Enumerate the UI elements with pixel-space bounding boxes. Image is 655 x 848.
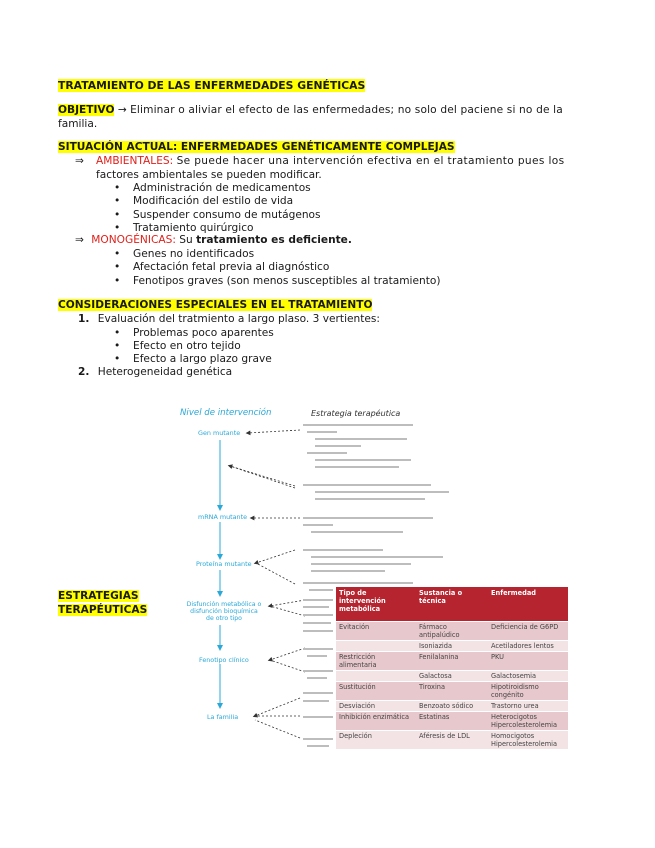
ambientales-text: Se puede hacer una intervención efectiva en el tratamiento pues los: [176, 155, 565, 167]
level-mrna-mutante: mRNA mutante: [198, 513, 248, 521]
monogenicas-block: [75, 234, 352, 246]
table-row: Isoniazida Acetiladores lentos: [336, 641, 568, 652]
list-item: • Modificación del estilo de vida: [114, 195, 294, 208]
monogenicas-label: MONOGÉNICAS:: [91, 234, 176, 246]
objetivo-text-line2: familia.: [58, 118, 98, 130]
table-row: Restricción alimentaria Fenilalanina PKU: [336, 652, 568, 671]
table-row: Depleción Aféresis de LDL Homocigotos Hipercolesterolemia: [336, 731, 568, 750]
consideraciones-item-1: 1. Evaluación del tratmiento a largo plaso. 3 vertientes:: [78, 313, 381, 325]
list-item: • Suspender consumo de mutágenos: [114, 208, 321, 221]
list-item: • Fenotipos graves (son menos susceptibles al tratamiento): [114, 274, 441, 287]
metabolic-intervention-table: [336, 587, 568, 749]
double-arrow-icon: ⇒: [75, 155, 84, 167]
table-header: Tipo de intervención metabólica: [336, 587, 416, 622]
ambientales-label: AMBIENTALES:: [96, 155, 174, 167]
objetivo-text: Eliminar o aliviar el efecto de las enfermedades; no solo del paciene si no de la: [130, 104, 563, 116]
ambientales-list: [114, 182, 321, 236]
table-row: Desviación Benzoato sódico Trastorno urea: [336, 701, 568, 712]
list-item: • Problemas poco aparentes: [114, 327, 274, 339]
consideraciones-sublist: [114, 327, 274, 367]
list-item: • Administración de medicamentos: [114, 182, 311, 194]
objetivo-section: [58, 103, 598, 131]
table-header: Enfermedad: [488, 587, 568, 622]
list-item: • Afectación fetal previa al diagnóstico: [114, 261, 330, 274]
monogenicas-su: Su: [179, 234, 193, 246]
objetivo-label: OBJETIVO: [58, 104, 115, 116]
list-item: • Efecto en otro tejido: [114, 340, 241, 353]
level-disfuncion-metabolica: Disfunción metabólica o disfunción bioquímica de otro tipo: [186, 601, 262, 622]
situacion-heading: SITUACIÓN ACTUAL: ENFERMEDADES GENÉTICAMENTE COMPLEJAS: [58, 141, 455, 153]
table-row: Galactosa Galactosemia: [336, 671, 568, 682]
ambientales-block: [75, 155, 598, 182]
table-row: Sustitución Tiroxina Hipotiroidismo congénito: [336, 682, 568, 701]
list-item: • Genes no identificados: [114, 248, 255, 260]
arrow-icon: →: [117, 104, 127, 116]
table-header: Sustancia o técnica: [416, 587, 488, 622]
consideraciones-item-2: 2. Heterogeneidad genética: [78, 366, 233, 378]
diagram-col-right-title: Estrategia terapéutica: [311, 409, 401, 418]
monogenicas-list: [114, 248, 441, 288]
monogenicas-bold: tratamiento es deficiente.: [196, 234, 352, 246]
consideraciones-heading: CONSIDERACIONES ESPECIALES EN EL TRATAMIENTO: [58, 299, 373, 311]
list-item: • Tratamiento quirúrgico: [114, 222, 254, 235]
estrategias-label: ESTRATEGIAS TERAPÉUTICAS: [58, 590, 148, 616]
level-fenotipo-clinico: Fenotipo clínico: [199, 656, 249, 664]
ambientales-text-line2: factores ambientales se pueden modificar.: [96, 168, 322, 181]
level-la-familia: La familia: [207, 713, 239, 721]
list-item: • Efecto a largo plazo grave: [114, 353, 272, 366]
table-row: Evitación Fármaco antipalúdico Deficiencia de G6PD: [336, 622, 568, 641]
level-gen-mutante: Gen mutante: [198, 429, 241, 437]
page-title: TRATAMIENTO DE LAS ENFERMEDADES GENÉTICAS: [58, 79, 366, 92]
table-header-row: [336, 587, 568, 622]
table-row: Inhibición enzimática Estatinas Heterocigotos Hipercolesterolemia: [336, 712, 568, 731]
diagram-col-left-title: Nivel de intervención: [180, 408, 272, 418]
level-proteina-mutante: Proteína mutante: [196, 560, 252, 568]
double-arrow-icon: ⇒: [75, 234, 84, 246]
